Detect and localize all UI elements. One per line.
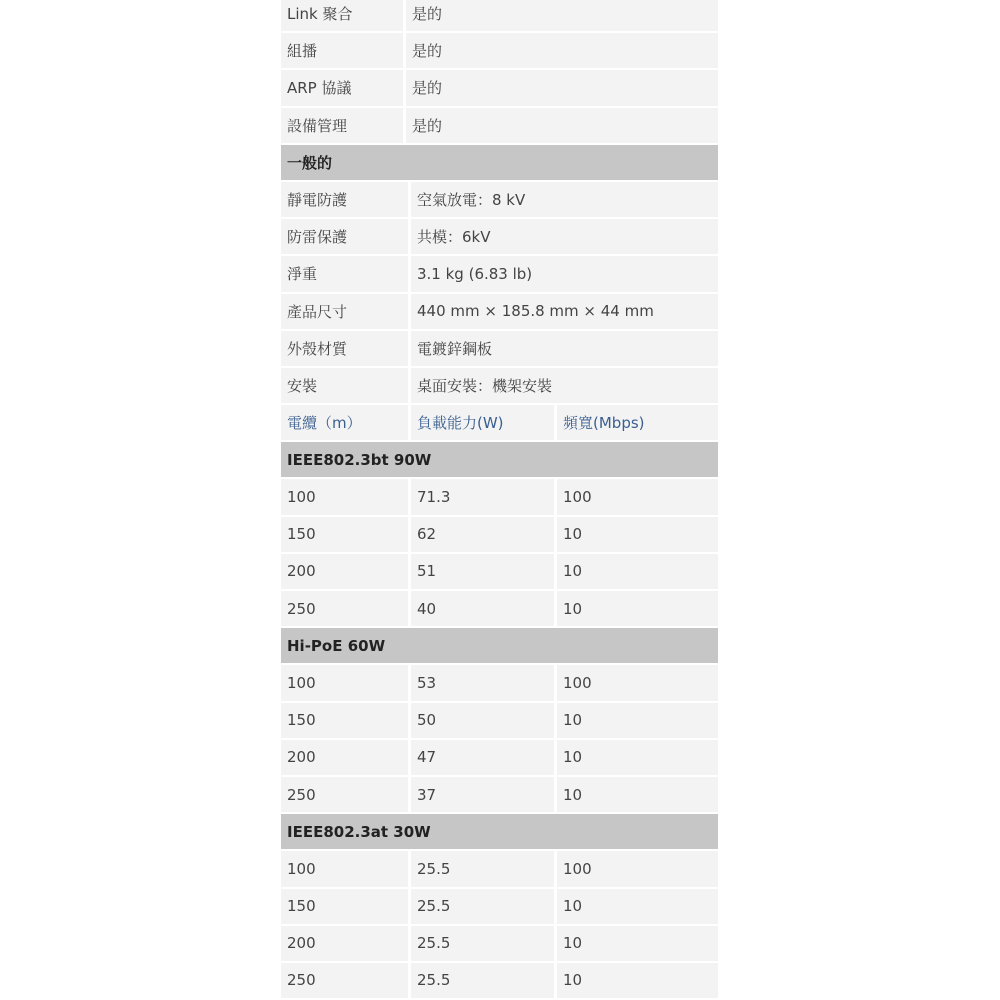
spec-row-esd (281, 182, 718, 219)
spec-row-device-management (281, 108, 718, 145)
spec-value: 桌面安裝：機架安裝 (411, 368, 718, 405)
cable-length-cell: 250 (281, 777, 411, 814)
section-title: IEEE802.3at 30W (281, 814, 718, 851)
bandwidth-cell: 100 (557, 851, 718, 888)
spec-row-installation (281, 368, 718, 405)
spec-label: 設備管理 (281, 108, 406, 145)
spec-label: 防雷保護 (281, 219, 411, 256)
load-capacity-cell: 40 (411, 591, 557, 628)
spec-table (281, 0, 718, 1000)
section-header-poe (281, 442, 718, 479)
table-row (281, 777, 718, 814)
spec-row-surge-protection (281, 219, 718, 256)
bandwidth-cell: 10 (557, 554, 718, 591)
spec-value: 3.1 kg (6.83 lb) (411, 256, 718, 293)
bandwidth-cell: 10 (557, 703, 718, 740)
table-row (281, 591, 718, 628)
table-row (281, 479, 718, 516)
spec-row-dimensions (281, 294, 718, 331)
section-header-poe (281, 628, 718, 665)
cable-length-cell: 250 (281, 591, 411, 628)
cable-length-cell: 200 (281, 554, 411, 591)
section-title: 一般的 (281, 145, 718, 182)
cable-length-cell: 100 (281, 479, 411, 516)
table-row (281, 889, 718, 926)
bandwidth-cell: 10 (557, 777, 718, 814)
cable-length-cell: 150 (281, 889, 411, 926)
spec-row-arp (281, 70, 718, 107)
load-capacity-cell: 25.5 (411, 963, 557, 1000)
spec-label: 外殼材質 (281, 331, 411, 368)
load-capacity-cell: 25.5 (411, 851, 557, 888)
table-row (281, 926, 718, 963)
section-title: IEEE802.3bt 90W (281, 442, 718, 479)
table-row (281, 517, 718, 554)
load-capacity-cell: 53 (411, 665, 557, 702)
column-header-cable: 電纜（m） (281, 405, 411, 442)
load-capacity-cell: 37 (411, 777, 557, 814)
column-header-bandwidth: 頻寬(Mbps) (557, 405, 718, 442)
spec-value: 共模：6kV (411, 219, 718, 256)
bandwidth-cell: 10 (557, 517, 718, 554)
spec-value: 空氣放電：8 kV (411, 182, 718, 219)
table-row (281, 851, 718, 888)
spec-value: 440 mm × 185.8 mm × 44 mm (411, 294, 718, 331)
table-row (281, 703, 718, 740)
spec-value: 是的 (406, 70, 718, 107)
spec-label: ARP 協議 (281, 70, 406, 107)
cable-length-cell: 100 (281, 851, 411, 888)
cable-length-cell: 200 (281, 926, 411, 963)
spec-value: 是的 (406, 108, 718, 145)
spec-row-multicast (281, 33, 718, 70)
bandwidth-cell: 10 (557, 740, 718, 777)
bandwidth-cell: 10 (557, 591, 718, 628)
load-capacity-cell: 50 (411, 703, 557, 740)
bandwidth-cell: 100 (557, 479, 718, 516)
bandwidth-cell: 10 (557, 963, 718, 1000)
column-header-load: 負載能力(W) (411, 405, 557, 442)
load-capacity-cell: 25.5 (411, 926, 557, 963)
cable-length-cell: 200 (281, 740, 411, 777)
table-row (281, 740, 718, 777)
spec-label: 組播 (281, 33, 406, 70)
spec-value: 是的 (406, 0, 718, 33)
table-row (281, 963, 718, 1000)
load-capacity-cell: 47 (411, 740, 557, 777)
spec-row-net-weight (281, 256, 718, 293)
poe-table-header (281, 405, 718, 442)
spec-value: 電鍍鋅鋼板 (411, 331, 718, 368)
table-row (281, 554, 718, 591)
bandwidth-cell: 100 (557, 665, 718, 702)
cable-length-cell: 150 (281, 517, 411, 554)
cable-length-cell: 100 (281, 665, 411, 702)
spec-value: 是的 (406, 33, 718, 70)
cable-length-cell: 250 (281, 963, 411, 1000)
spec-label: 靜電防護 (281, 182, 411, 219)
load-capacity-cell: 25.5 (411, 889, 557, 926)
load-capacity-cell: 71.3 (411, 479, 557, 516)
section-title: Hi-PoE 60W (281, 628, 718, 665)
bandwidth-cell: 10 (557, 889, 718, 926)
spec-label: 安裝 (281, 368, 411, 405)
bandwidth-cell: 10 (557, 926, 718, 963)
cable-length-cell: 150 (281, 703, 411, 740)
spec-label: 淨重 (281, 256, 411, 293)
load-capacity-cell: 62 (411, 517, 557, 554)
spec-row-housing-material (281, 331, 718, 368)
table-row (281, 665, 718, 702)
spec-label: 產品尺寸 (281, 294, 411, 331)
spec-row-link-aggregation (281, 0, 718, 33)
section-header-poe (281, 814, 718, 851)
section-header-general (281, 145, 718, 182)
load-capacity-cell: 51 (411, 554, 557, 591)
spec-label: Link 聚合 (281, 0, 406, 33)
